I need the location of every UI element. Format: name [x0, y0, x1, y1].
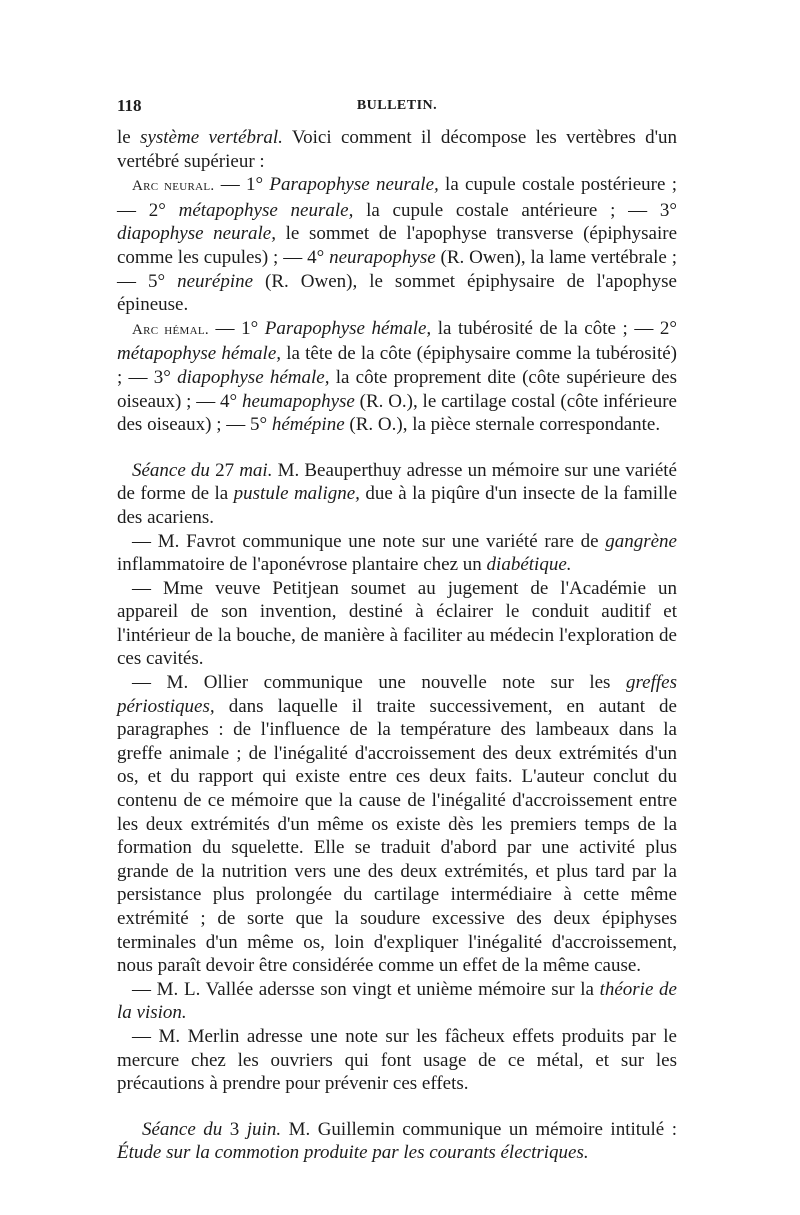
text-run: le sommet de l'apophyse transverse (épiphysaire comme les cupules) ; — 4°: [117, 223, 677, 268]
paragraph-vallee: [117, 978, 677, 1025]
italic-text: juin.: [246, 1118, 282, 1140]
text-run: 27: [209, 459, 240, 481]
paragraph-seance-27-mai: [117, 459, 677, 530]
page-number: 118: [117, 96, 142, 115]
section-spacer: [117, 437, 677, 459]
italic-text: théorie de la vision.: [117, 978, 677, 1024]
page-body: [117, 126, 677, 1165]
italic-text: hémépine: [271, 414, 345, 436]
paragraph-petitjean: [117, 577, 677, 671]
italic-text: Étude sur la commotion produite par les courants électriques.: [117, 1142, 589, 1164]
small-caps-heading: Arc neural.: [132, 178, 215, 195]
italic-text: Parapophyse hémale,: [264, 317, 432, 339]
italic-text: Séance du: [132, 459, 210, 481]
paragraph-seance-3-juin: [117, 1118, 677, 1165]
text-run: dans laquelle il traite successivement, en autant de paragraphes : de l'influence de la température des lambeaux dans la greffe animale ; de l'inégalité d'accroissement des deux extrémités d'un os, et du rapport qui existe entre ces deux faits. L'auteur conclut du contenu de ce mémoire que la cause de l'inégalité d'accroissement entre les deux extrémités d'un même os existe dès les premiers temps de la formation du squelette. Elle se traduit d'abord par une activité plus grande de la nutrition vers une des deux extrémités, et plus tard par la persistance plus prolongée du cartilage intermédiaire à cette même extrémité ; de sorte que la soudure excessive des deux épiphyses terminales d'un même os, loin d'expliquer l'inégalité d'accroissement, nous paraît devoir être considérée comme un effet de la même cause.: [117, 695, 677, 977]
paragraph-arc-hemal: [117, 317, 677, 437]
text-run: (R. Owen), le sommet épiphysaire de l'apophyse épineuse.: [117, 270, 677, 316]
running-title: BULLETIN.: [356, 98, 438, 113]
italic-text: gangrène: [605, 530, 677, 552]
text-run: le: [117, 127, 141, 148]
section-spacer: [117, 1096, 677, 1118]
text-run: la tubérosité de la côte ; — 2°: [431, 317, 677, 339]
text-run: la cupule costale postérieure ; — 2°: [117, 174, 677, 221]
text-run: due à la piqûre d'un insecte de la famille des acariens.: [117, 483, 677, 528]
italic-text: Parapophyse neurale,: [269, 174, 439, 196]
paragraph-favrot: [117, 530, 677, 577]
text-run: la côte proprement dite (côte supérieure des oiseaux) ; — 4°: [117, 366, 678, 412]
text-run: inflammatoire de l'aponévrose plantaire chez un: [117, 554, 487, 576]
italic-text: greffes périostiques,: [117, 672, 677, 717]
italic-text: diapophyse hémale,: [177, 366, 330, 388]
text-run: — M. Favrot communique une note sur une variété rare de: [132, 530, 606, 552]
text-run: — M. Merlin adresse une note sur les fâcheux effets produits par le mercure chez les ouvriers qui font usage de ce métal, et sur les précautions à prendre pour prévenir ces effets.: [117, 1025, 677, 1095]
paragraph-vertebral-system: [117, 126, 677, 173]
text-run: M. Beauperthuy adresse un mémoire sur une variété de forme de la: [117, 459, 677, 505]
text-run: la cupule costale antérieure ; — 3°: [353, 199, 677, 221]
italic-text: système vertébral.: [140, 127, 283, 148]
paragraph-ollier: [117, 671, 677, 978]
text-run: (R. O.), le cartilage costal (côte inférieure des oiseaux) ; — 5°: [117, 390, 677, 436]
small-caps-heading: Arc hémal.: [132, 321, 209, 338]
text-run: (R. O.), la pièce sternale correspondante.: [344, 414, 661, 436]
italic-text: heumapophyse: [241, 390, 355, 412]
page-header: [117, 96, 677, 126]
text-run: — 1°: [208, 317, 265, 339]
italic-text: mai.: [239, 459, 273, 481]
text-run: Voici comment il décompose les vertèbres d'un vertébré supérieur :: [117, 127, 678, 172]
italic-text: neurépine: [177, 270, 254, 292]
text-run: 3: [222, 1118, 247, 1140]
text-run: — M. L. Vallée adersse son vingt et unième mémoire sur la: [132, 978, 600, 1000]
italic-text: neurapophyse: [329, 246, 436, 268]
italic-text: diapophyse neurale,: [117, 223, 276, 245]
text-run: — Mme veuve Petitjean soumet au jugement de l'Académie un appareil de son invention, destiné à éclairer le conduit auditif et l'intérieur de la bouche, de manière à faciliter au médecin l'exploration de ces cavités.: [117, 577, 677, 670]
paragraph-merlin: [117, 1025, 677, 1096]
italic-text: diabétique.: [486, 554, 572, 576]
text-run: — M. Ollier communique une nouvelle note sur les: [132, 672, 626, 694]
text-run: la tête de la côte (épiphysaire comme la tubérosité) ; — 3°: [117, 343, 678, 388]
italic-text: métapophyse neurale,: [178, 199, 354, 221]
paragraph-arc-neural: [117, 173, 677, 317]
italic-text: métapophyse hémale,: [117, 343, 282, 365]
text-run: M. Guillemin communique un mémoire intitulé :: [281, 1118, 677, 1140]
text-run: — 1°: [214, 174, 270, 196]
italic-text: Séance du: [142, 1118, 223, 1140]
text-run: (R. Owen), la lame vertébrale ; — 5°: [117, 246, 677, 292]
italic-text: pustule maligne,: [233, 483, 360, 505]
